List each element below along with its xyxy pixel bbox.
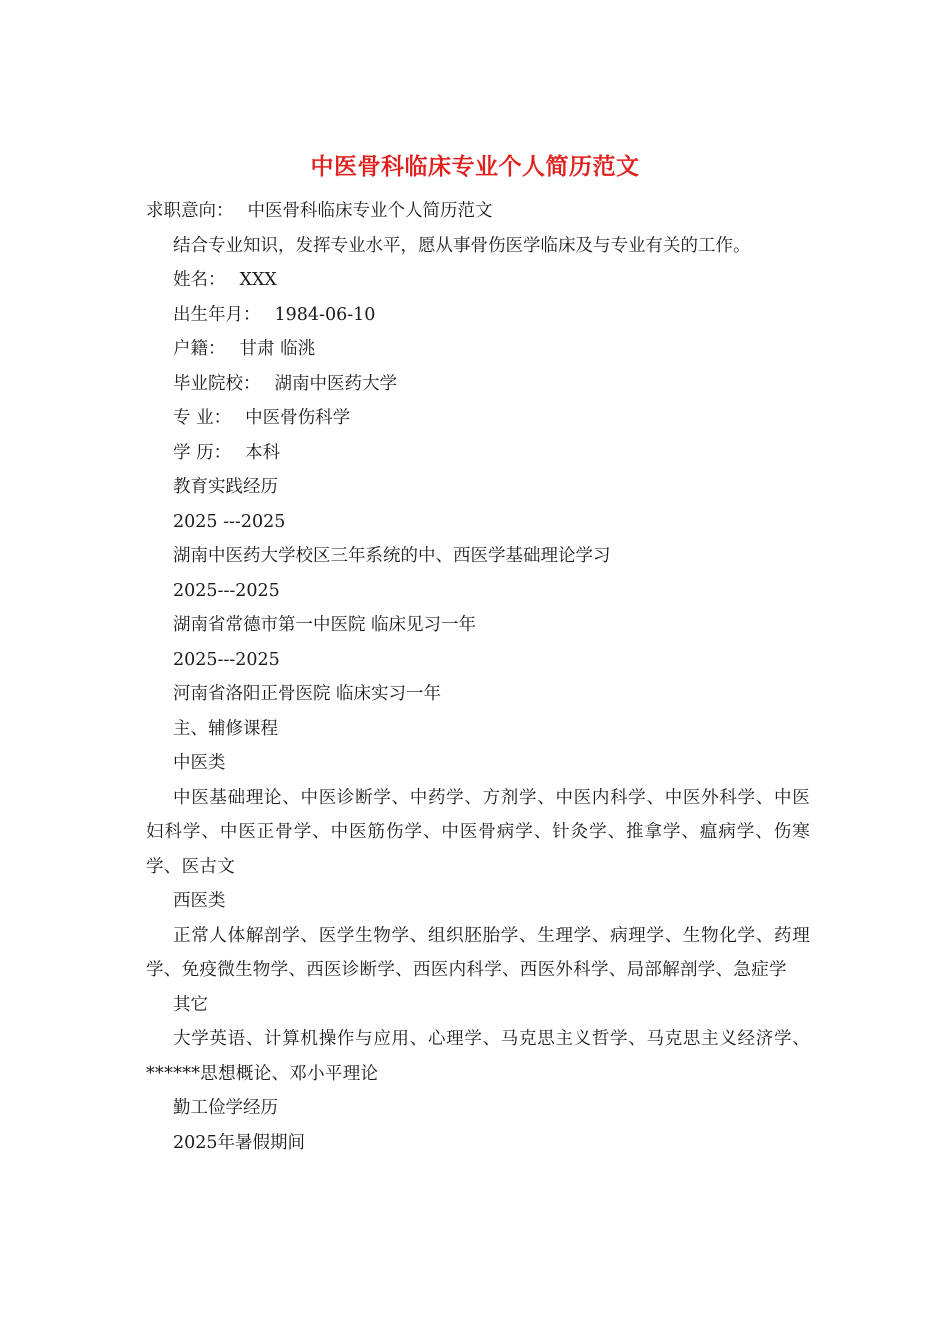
field-degree: 学 历： 本科 [173,442,281,463]
courses-heading: 主、辅修课程 [173,718,278,739]
education-desc-1: 湖南中医药大学校区三年系统的中、西医学基础理论学习 [173,546,611,566]
document-title: 中医骨科临床专业个人简历范文 [310,153,640,180]
job-intent-row [146,194,810,229]
tcm-courses-heading: 中医类 [173,753,226,773]
education-heading: 教育实践经历 [173,477,278,497]
job-intent-label: 求职意向： [146,201,234,221]
other-courses-list: 大学英语、计算机操作与应用、心理学、马克思主义哲学、马克思主义经济学、******思想概论、邓小平理论 [146,1029,810,1084]
education-period-2: 2025---2025 [173,580,280,601]
field-birthdate: 出生年月： 1984-06-10 [173,304,376,325]
western-courses-list: 正常人体解剖学、医学生物学、组织胚胎学、生理学、病理学、生物化学、药理学、免疫微生物学、西医诊断学、西医内科学、西医外科学、局部解剖学、急症学 [146,925,810,980]
field-major: 专 业： 中医骨伤科学 [173,408,351,428]
work-study-heading: 勤工俭学经历 [173,1098,278,1118]
field-name: 姓名： XXX [173,270,277,290]
education-desc-2: 湖南省常德市第一中医院 临床见习一年 [173,615,477,635]
job-intent-value: 中医骨科临床专业个人简历范文 [247,201,493,221]
western-courses-heading: 西医类 [173,891,226,911]
resume-body [146,194,810,1160]
career-objective: 结合专业知识，发挥专业水平，愿从事骨伤医学临床及与专业有关的工作。 [173,235,751,256]
education-period-3: 2025---2025 [173,649,280,670]
field-household: 户籍： 甘肃 临洮 [173,339,316,359]
field-school: 毕业院校： 湖南中医药大学 [173,373,397,394]
education-period-1: 2025 ---2025 [173,511,286,532]
tcm-courses-list: 中医基础理论、中医诊断学、中药学、方剂学、中医内科学、中医外科学、中医妇科学、中医正骨学、中医筋伤学、中医骨病学、针灸学、推拿学、瘟病学、伤寒学、医古文 [146,787,810,877]
other-courses-heading: 其它 [173,994,208,1015]
education-desc-3: 河南省洛阳正骨医院 临床实习一年 [173,684,442,704]
work-study-period: 2025年暑假期间 [173,1132,306,1153]
